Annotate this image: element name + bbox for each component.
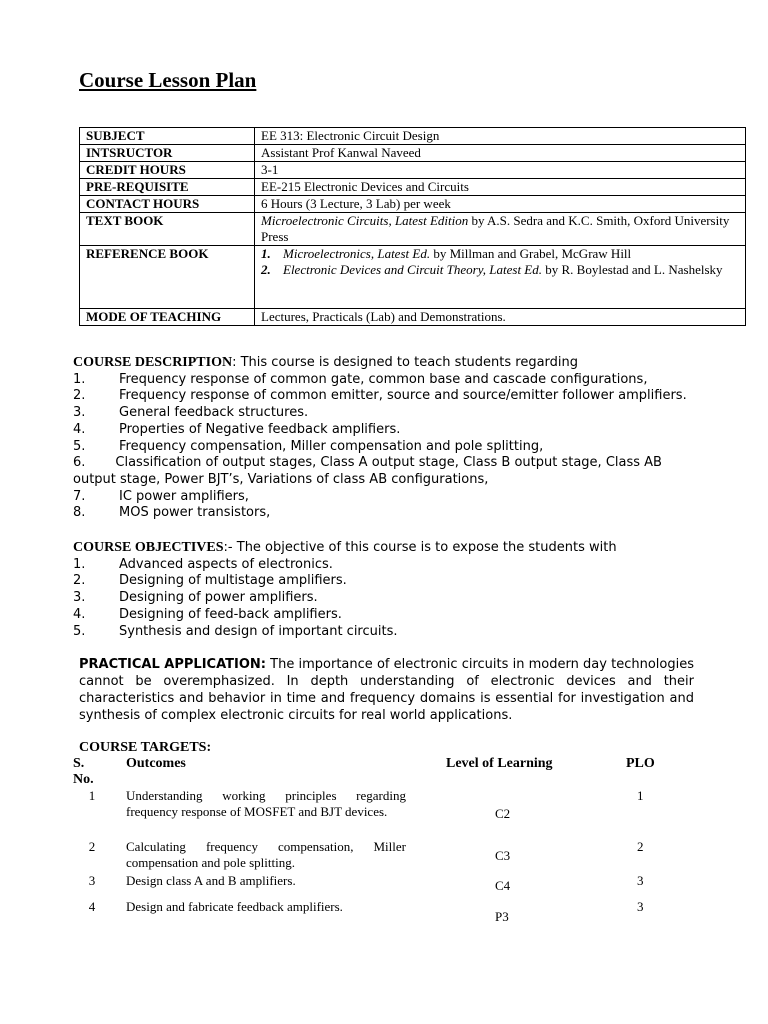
list-text: Classification of output stages, Class A output stage, Class B output stage, Class AB output stage, Power BJT’s, Variations of class AB configurations, [73,455,662,487]
column-header-outcomes: Outcomes [126,756,186,771]
info-key: PRE-REQUISITE [80,179,255,196]
section-heading: COURSE TARGETS: [79,740,212,755]
info-value: 6 Hours (3 Lecture, 3 Lab) per week [255,196,746,213]
info-value: Assistant Prof Kanwal Naveed [255,145,746,162]
info-value: EE 313: Electronic Circuit Design [255,128,746,145]
table-row [80,246,746,309]
list-item [73,372,698,389]
section-heading: COURSE OBJECTIVES [73,540,224,555]
list-item [73,489,698,506]
reference-title: Microelectronics, Latest Ed. [283,246,431,261]
target-sno: 3 [88,873,96,888]
target-sno: 2 [88,839,96,854]
course-targets [73,740,693,929]
reference-authors: by Millman and Grabel, McGraw Hill [430,246,632,261]
list-text: Designing of multistage amplifiers. [119,573,347,589]
target-level: C2 [495,806,511,821]
list-item [73,624,698,641]
section-heading: PRACTICAL APPLICATION: [79,657,266,672]
textbook-authors: by A.S. Sedra and K.C. Smith, Oxford University Press [261,213,730,244]
list-item [73,505,698,522]
section-heading: COURSE DESCRIPTION [73,355,233,370]
list-item [73,439,698,456]
list-text: Designing of power amplifiers. [119,590,318,606]
list-item [73,557,698,574]
list-number: 4. [73,421,86,437]
list-number: 8. [73,505,86,521]
list-number: 2. [261,262,271,277]
table-row [80,309,746,326]
target-plo: 2 [637,839,644,854]
column-header-level: Level of Learning [446,756,553,771]
info-key: MODE OF TEACHING [80,309,255,326]
list-item [73,607,698,624]
target-outcome: Understanding working principles regarding frequency response of MOSFET and BJT devices. [126,788,406,819]
table-row [73,899,693,929]
list-number: 1. [73,371,86,387]
target-sno: 4 [88,899,96,914]
table-row [73,839,693,873]
list-number: 4. [73,606,86,622]
reference-title: Electronic Devices and Circuit Theory, Latest Ed. [283,262,542,277]
section-heading-line [73,540,698,557]
target-sno: 1 [88,788,96,803]
list-text: Frequency response of common gate, common base and cascade configurations, [119,371,648,387]
list-number: 5. [73,438,86,454]
list-item [73,590,698,607]
textbook-title: Microelectronic Circuits, Latest Edition [261,213,469,228]
list-item [261,246,739,262]
list-number: 7. [73,488,86,504]
list-item [73,405,698,422]
list-number: 2. [73,573,86,589]
table-row [80,162,746,179]
target-plo: 1 [637,788,644,803]
info-value [255,246,746,309]
info-value: 3-1 [255,162,746,179]
practical-application [79,656,694,724]
info-value [255,213,746,246]
list-item [73,422,698,439]
column-header-plo: PLO [626,756,655,771]
target-plo: 3 [637,899,644,914]
target-level: C4 [495,878,511,893]
info-value: EE-215 Electronic Devices and Circuits [255,179,746,196]
info-key: CONTACT HOURS [80,196,255,213]
info-key: SUBJECT [80,128,255,145]
list-number: 1. [261,246,271,261]
target-outcome: Design class A and B amplifiers. [126,873,296,888]
table-row [80,128,746,145]
table-row [80,196,746,213]
section-intro: : This course is designed to teach students regarding [232,355,579,370]
reference-list [261,246,739,278]
table-row [73,873,693,899]
info-key: INTSRUCTOR [80,145,255,162]
list-text: General feedback structures. [119,405,309,421]
info-value: Lectures, Practicals (Lab) and Demonstrations. [255,309,746,326]
info-key: TEXT BOOK [80,213,255,246]
reference-authors: by R. Boylestad and L. Nashelsky [542,262,723,277]
list-text: Designing of feed-back amplifiers. [119,606,342,622]
table-row [73,788,693,839]
target-plo: 3 [637,873,644,888]
course-objectives [73,540,698,640]
course-info-table [79,127,746,326]
list-item [73,388,698,405]
target-level: P3 [495,909,509,924]
list-number: 5. [73,623,86,639]
list-text: Frequency compensation, Miller compensation and pole splitting, [119,438,544,454]
target-outcome: Calculating frequency compensation, Miller compensation and pole splitting. [126,839,406,870]
list-number: 3. [73,590,86,606]
table-row [80,145,746,162]
practical-text: The importance of electronic circuits in modern day technologies cannot be overemphasized. In depth understanding of electronic devices and their characteristics and behavior in time and frequency domains is essential for investigation and synthesis of complex electronic circuits for real world applications. [79,657,694,723]
list-number: 1. [73,556,86,572]
targets-header [73,756,693,788]
info-key: CREDIT HOURS [80,162,255,179]
page-title: Course Lesson Plan [79,68,257,92]
course-description [73,355,698,522]
table-row [80,213,746,246]
list-text: Synthesis and design of important circuits. [119,623,398,639]
target-outcome: Design and fabricate feedback amplifiers. [126,899,343,914]
list-item [73,573,698,590]
list-text: MOS power transistors, [119,505,271,521]
list-number: 6. [73,455,86,471]
list-text: Properties of Negative feedback amplifiers. [119,421,401,437]
list-text: IC power amplifiers, [119,488,249,504]
list-text: Frequency response of common emitter, source and source/emitter follower amplifiers. [119,388,687,404]
section-heading-line [73,355,698,372]
target-level: C3 [495,848,511,863]
info-key: REFERENCE BOOK [80,246,255,309]
list-number: 3. [73,405,86,421]
column-header-sno: S. No. [73,756,94,787]
list-item [73,455,698,488]
table-row [80,179,746,196]
section-intro: :- The objective of this course is to expose the students with [223,540,617,555]
list-item [261,262,739,278]
list-text: Advanced aspects of electronics. [119,556,333,572]
list-number: 2. [73,388,86,404]
